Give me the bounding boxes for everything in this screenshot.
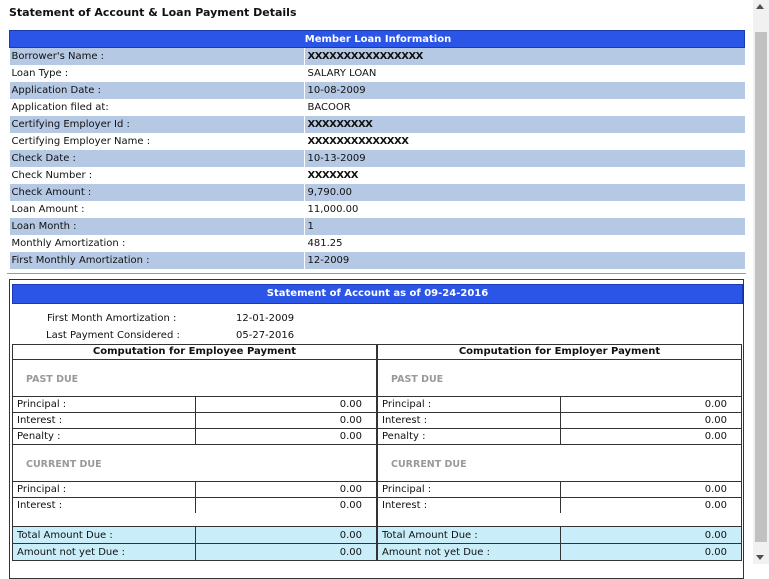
penalty-label: Penalty :	[378, 429, 561, 445]
check-number-label: Check Number :	[10, 167, 305, 184]
total-amount-due-value: 0.00	[196, 527, 377, 544]
page-title: Statement of Account & Loan Payment Details	[9, 6, 297, 19]
principal-label: Principal :	[378, 397, 561, 413]
monthly-amortization-value: 481.25	[304, 235, 745, 252]
scroll-down-icon[interactable]	[756, 555, 764, 560]
amount-not-yet-due-label: Amount not yet Due :	[378, 544, 561, 561]
loan-type-label: Loan Type :	[10, 65, 305, 82]
interest-label: Interest :	[13, 413, 196, 429]
loan-month-label: Loan Month :	[10, 218, 305, 235]
interest-value: 0.00	[561, 413, 742, 429]
employee-past-due-table	[13, 397, 376, 445]
borrower-name-value: XXXXXXXXXXXXXXXX	[304, 48, 745, 66]
last-payment-label: Last Payment Considered :	[46, 330, 180, 341]
table-row	[378, 544, 742, 561]
penalty-value: 0.00	[561, 429, 742, 445]
application-filed-label: Application filed at:	[10, 99, 305, 116]
table-row	[378, 482, 741, 498]
borrower-name-label: Borrower's Name :	[10, 48, 305, 66]
table-row	[378, 397, 741, 413]
interest-value: 0.00	[339, 500, 362, 511]
loan-amount-label: Loan Amount :	[10, 201, 305, 218]
check-amount-value: 9,790.00	[304, 184, 745, 201]
employer-totals-table	[377, 526, 742, 561]
scroll-thumb[interactable]	[755, 32, 767, 542]
employer-current-due-table	[378, 482, 741, 513]
total-amount-due-label: Total Amount Due :	[378, 527, 561, 544]
table-row	[13, 397, 376, 413]
interest-label: Interest :	[378, 498, 561, 514]
employer-past-due-label: PAST DUE	[391, 374, 444, 385]
amount-not-yet-due-label: Amount not yet Due :	[13, 544, 196, 561]
check-number-value: XXXXXXX	[304, 167, 745, 184]
amount-not-yet-due-value: 0.00	[196, 544, 377, 561]
penalty-value: 0.00	[196, 429, 377, 445]
principal-value: 0.00	[561, 482, 742, 498]
application-filed-value: BACOOR	[304, 99, 745, 116]
member-info-header: Member Loan Information	[10, 31, 745, 48]
employer-payment-column	[377, 344, 742, 534]
check-date-value: 10-13-2009	[304, 150, 745, 167]
section-divider	[7, 273, 746, 274]
first-monthly-amortization-value: 12-2009	[304, 252, 745, 269]
employer-name-label: Certifying Employer Name :	[10, 133, 305, 150]
first-month-amortization-value: 12-01-2009	[236, 313, 295, 324]
loan-amount-value: 11,000.00	[304, 201, 745, 218]
total-amount-due-value: 0.00	[561, 527, 742, 544]
employer-column-title: Computation for Employer Payment	[378, 345, 741, 360]
member-loan-info-table	[9, 30, 745, 269]
amount-not-yet-due-value: 0.00	[561, 544, 742, 561]
penalty-label: Penalty :	[13, 429, 196, 445]
table-row	[378, 413, 741, 429]
table-row	[13, 544, 377, 561]
table-row	[378, 527, 742, 544]
statement-of-account-panel	[9, 279, 744, 579]
loan-month-value: 1	[304, 218, 745, 235]
vertical-scrollbar[interactable]	[753, 0, 769, 564]
application-date-label: Application Date :	[10, 82, 305, 99]
table-row	[378, 429, 741, 445]
check-date-label: Check Date :	[10, 150, 305, 167]
employee-current-due-table	[13, 482, 376, 513]
employee-column-title: Computation for Employee Payment	[13, 345, 376, 360]
interest-value: 0.00	[196, 413, 377, 429]
table-row	[378, 498, 741, 514]
table-row	[13, 482, 376, 498]
first-monthly-amortization-label: First Monthly Amortization :	[10, 252, 305, 269]
last-payment-value: 05-27-2016	[236, 330, 295, 341]
employer-past-due-table	[378, 397, 741, 445]
employee-past-due-section	[13, 360, 376, 397]
employee-totals-table	[12, 526, 377, 561]
employer-name-value: XXXXXXXXXXXXXX	[304, 133, 745, 150]
monthly-amortization-label: Monthly Amortization :	[10, 235, 305, 252]
principal-value: 0.00	[196, 482, 377, 498]
employee-payment-column	[12, 344, 377, 534]
principal-label: Principal :	[378, 482, 561, 498]
table-row	[13, 527, 377, 544]
principal-label: Principal :	[13, 397, 196, 413]
employer-id-label: Certifying Employer Id :	[10, 116, 305, 133]
employer-current-due-section	[378, 445, 741, 482]
employee-current-due-section	[13, 445, 376, 482]
first-month-amortization-label: First Month Amortization :	[47, 313, 177, 324]
employee-past-due-label: PAST DUE	[26, 374, 79, 385]
interest-label: Interest :	[13, 498, 196, 514]
table-row	[13, 429, 376, 445]
total-amount-due-label: Total Amount Due :	[13, 527, 196, 544]
principal-value: 0.00	[196, 397, 377, 413]
interest-value: 0.00	[704, 500, 727, 511]
scroll-up-icon[interactable]	[756, 4, 764, 9]
table-row	[13, 413, 376, 429]
table-row	[13, 498, 376, 514]
loan-type-value: SALARY LOAN	[304, 65, 745, 82]
interest-label: Interest :	[378, 413, 561, 429]
principal-value: 0.00	[561, 397, 742, 413]
application-date-value: 10-08-2009	[304, 82, 745, 99]
employer-past-due-section	[378, 360, 741, 397]
employer-id-value: XXXXXXXXX	[304, 116, 745, 133]
employer-current-due-label: CURRENT DUE	[391, 459, 467, 470]
principal-label: Principal :	[13, 482, 196, 498]
employee-current-due-label: CURRENT DUE	[26, 459, 102, 470]
statement-header: Statement of Account as of 09-24-2016	[12, 284, 743, 304]
check-amount-label: Check Amount :	[10, 184, 305, 201]
